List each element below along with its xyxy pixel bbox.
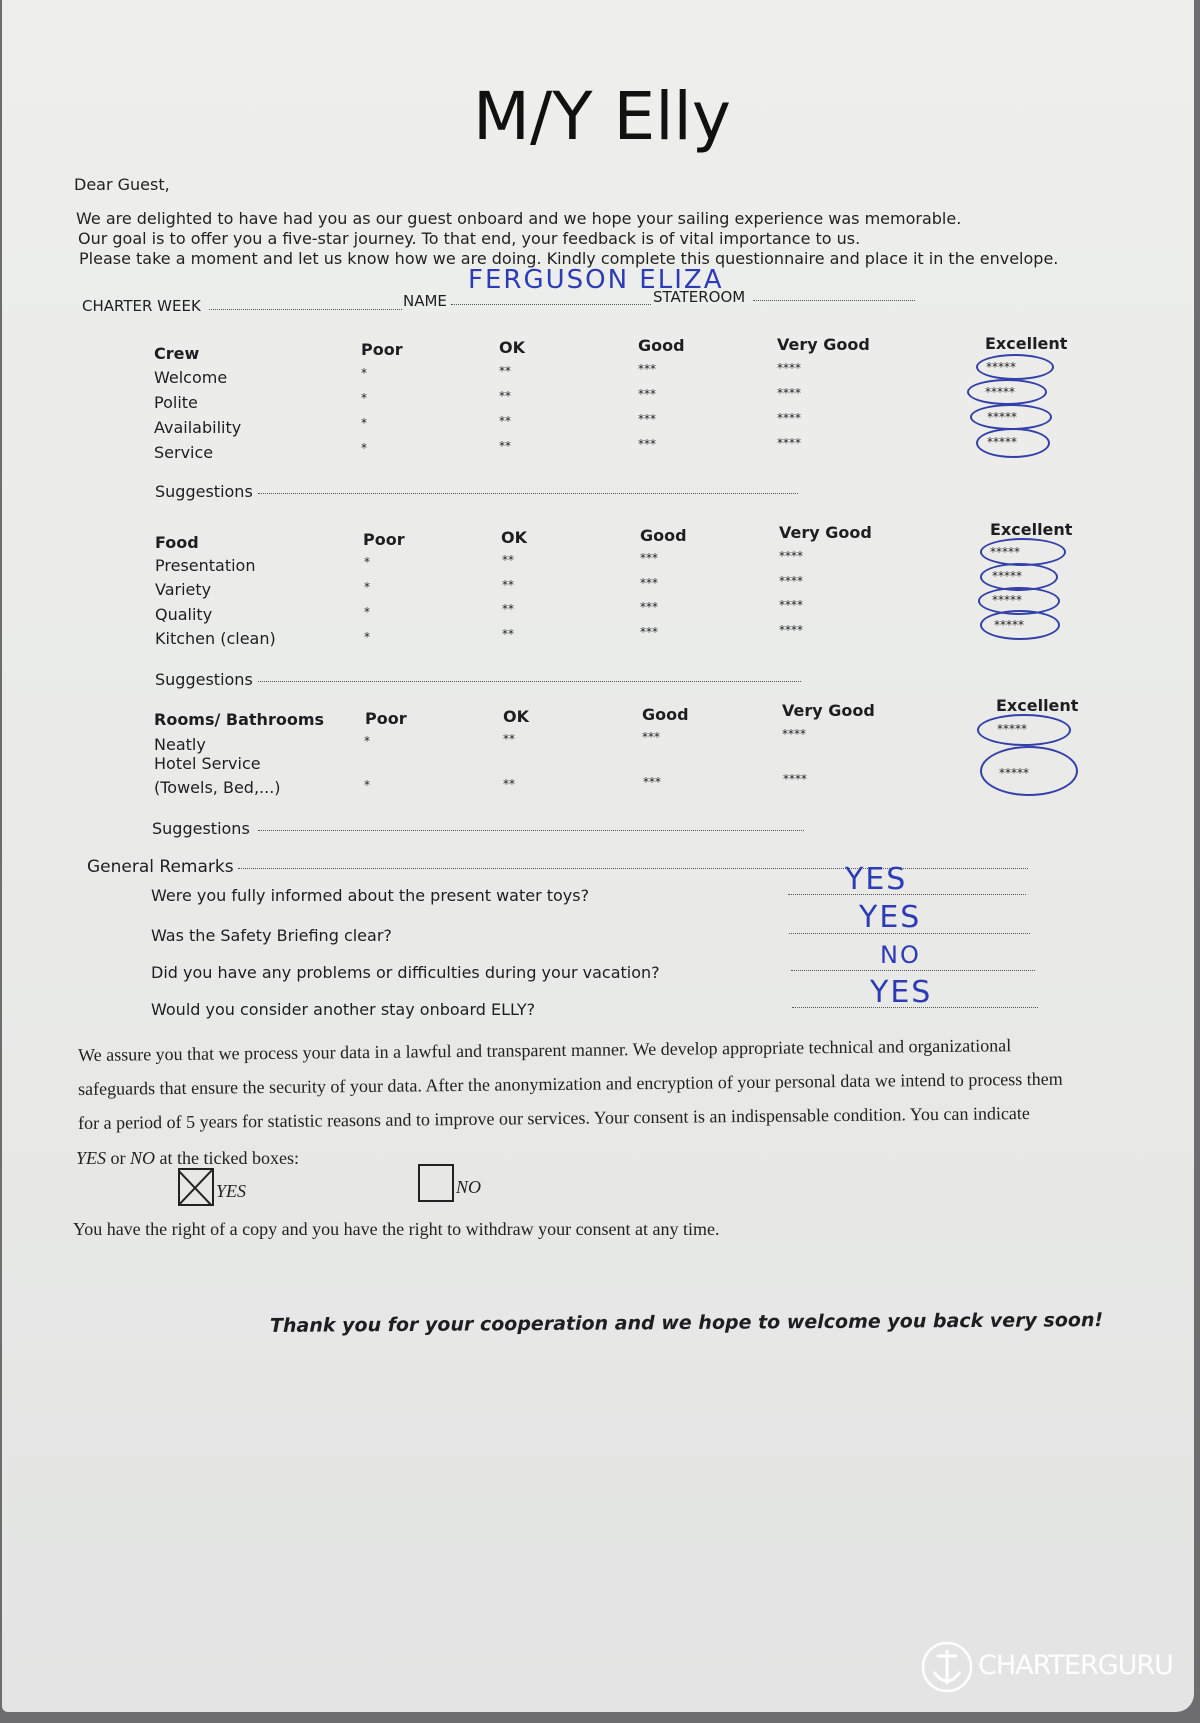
intro-line-2: Our goal is to offer you a five-star journey. To that end, your feedback is of vital importance to us. xyxy=(78,229,861,248)
rating-star-excellent[interactable]: ***** xyxy=(986,360,1016,374)
rating-star-very-good[interactable]: **** xyxy=(777,361,801,375)
name-label: NAME xyxy=(403,292,447,310)
crew-item-polite: Polite xyxy=(154,393,198,412)
rooms-item-neatly: Neatly xyxy=(154,735,206,754)
rating-star-very-good[interactable]: **** xyxy=(779,574,803,588)
remark-answer-2: YES xyxy=(859,900,922,935)
rooms-col-very-good: Very Good xyxy=(782,701,875,720)
rating-star-good[interactable]: *** xyxy=(638,412,656,426)
consent-line-4-tail: at the ticked boxes: xyxy=(155,1148,299,1168)
food-item-variety: Variety xyxy=(155,580,212,599)
general-remarks-label: General Remarks xyxy=(87,857,234,877)
general-remarks-field[interactable] xyxy=(238,868,1028,869)
consent-line-2: safeguards that ensure the security of your data. After the anonymization and encryption of your personal data we intend to process them xyxy=(78,1068,1063,1099)
watermark-text: CHARTERGURU xyxy=(978,1650,1173,1681)
rating-star-ok[interactable]: ** xyxy=(499,414,511,428)
rating-star-ok[interactable]: ** xyxy=(502,578,514,592)
rating-star-excellent[interactable]: ***** xyxy=(990,545,1020,559)
rating-star-good[interactable]: *** xyxy=(642,730,660,744)
rooms-title: Rooms/ Bathrooms xyxy=(154,710,325,729)
stateroom-field[interactable] xyxy=(753,300,915,301)
rating-star-excellent[interactable]: ***** xyxy=(999,766,1029,780)
rating-star-ok[interactable]: ** xyxy=(503,777,515,791)
rating-star-good[interactable]: *** xyxy=(640,625,658,639)
rating-star-very-good[interactable]: **** xyxy=(779,598,803,612)
name-handwritten-value: FERGUSON ELIZA xyxy=(468,265,724,295)
remark-answer-4: YES xyxy=(870,975,933,1010)
consent-withdraw-text: You have the right of a copy and you have the right to withdraw your consent at any time. xyxy=(73,1219,720,1239)
crew-item-availability: Availability xyxy=(154,418,242,437)
selection-circle xyxy=(980,538,1066,566)
charter-week-label: CHARTER WEEK xyxy=(82,297,201,315)
rating-star-good[interactable]: *** xyxy=(638,437,656,451)
rating-star-poor[interactable]: * xyxy=(364,630,370,644)
anchor-icon xyxy=(920,1640,974,1694)
rating-star-good[interactable]: *** xyxy=(640,600,658,614)
remark-question-2: Was the Safety Briefing clear? xyxy=(151,926,392,945)
rooms-suggestions-label: Suggestions xyxy=(152,819,250,838)
food-item-kitchen: Kitchen (clean) xyxy=(155,629,276,648)
remark-answer-3: NO xyxy=(880,941,921,969)
rating-star-ok[interactable]: ** xyxy=(499,364,511,378)
rooms-col-ok: OK xyxy=(503,707,529,726)
crew-col-ok: OK xyxy=(499,338,525,357)
food-suggestions-field[interactable] xyxy=(258,681,801,682)
selection-circle xyxy=(976,354,1054,380)
crew-suggestions-label: Suggestions xyxy=(155,482,253,501)
consent-or-word: or xyxy=(106,1148,131,1168)
page-title: M/Y Elly xyxy=(473,78,731,155)
consent-line-3: for a period of 5 years for statistic reasons and to improve our services. Your consent is an indispensable condition. You can indicate xyxy=(78,1103,1030,1133)
rating-star-poor[interactable]: * xyxy=(361,441,367,455)
food-item-quality: Quality xyxy=(155,605,213,624)
consent-yes-checkbox[interactable] xyxy=(178,1168,214,1206)
intro-line-3: Please take a moment and let us know how we are doing. Kindly complete this questionnaire and place it in the envelope. xyxy=(79,249,1059,268)
food-col-excellent: Excellent xyxy=(990,520,1073,539)
consent-yes-label: YES xyxy=(216,1181,247,1201)
rating-star-good[interactable]: *** xyxy=(638,362,656,376)
rating-star-poor[interactable]: * xyxy=(364,778,370,792)
food-item-presentation: Presentation xyxy=(155,556,256,575)
intro-line-1: We are delighted to have had you as our guest onboard and we hope your sailing experience was memorable. xyxy=(76,209,962,228)
rating-star-poor[interactable]: * xyxy=(364,605,370,619)
consent-no-label: NO xyxy=(456,1177,482,1197)
rating-star-ok[interactable]: ** xyxy=(499,439,511,453)
rooms-item-hotel-service: Hotel Service xyxy=(154,754,261,773)
consent-no-word: NO xyxy=(130,1148,156,1168)
food-col-very-good: Very Good xyxy=(779,523,872,542)
rating-star-ok[interactable]: ** xyxy=(502,553,514,567)
rating-star-ok[interactable]: ** xyxy=(503,732,515,746)
rating-star-poor[interactable]: * xyxy=(364,734,370,748)
rating-star-poor[interactable]: * xyxy=(361,366,367,380)
rating-star-very-good[interactable]: **** xyxy=(777,436,801,450)
rating-star-very-good[interactable]: **** xyxy=(777,386,801,400)
rooms-col-good: Good xyxy=(642,705,689,724)
check-x-icon xyxy=(180,1170,212,1204)
rating-star-very-good[interactable]: **** xyxy=(779,623,803,637)
rating-star-excellent[interactable]: ***** xyxy=(987,410,1017,424)
questionnaire-sheet xyxy=(2,0,1194,1712)
crew-item-welcome: Welcome xyxy=(154,368,228,387)
crew-col-excellent: Excellent xyxy=(985,334,1068,353)
remark-question-4: Would you consider another stay onboard ELLY? xyxy=(151,1000,536,1019)
consent-line-4 xyxy=(76,1148,299,1169)
rating-star-good[interactable]: *** xyxy=(638,387,656,401)
remark-answer-line-3[interactable] xyxy=(791,970,1035,971)
rooms-suggestions-field[interactable] xyxy=(258,830,804,831)
rating-star-excellent[interactable]: ***** xyxy=(997,722,1027,736)
consent-line-1: We assure you that we process your data in a lawful and transparent manner. We develop appropriate technical and organizational xyxy=(78,1035,1012,1065)
charter-week-field[interactable] xyxy=(209,309,402,310)
remark-answer-1: YES xyxy=(845,862,908,897)
selection-circle xyxy=(976,428,1050,458)
rating-star-excellent[interactable]: ***** xyxy=(985,385,1015,399)
rating-star-poor[interactable]: * xyxy=(364,555,370,569)
rating-star-very-good[interactable]: **** xyxy=(783,772,807,786)
rating-star-ok[interactable]: ** xyxy=(502,602,514,616)
rating-star-good[interactable]: *** xyxy=(640,551,658,565)
crew-item-service: Service xyxy=(154,443,214,462)
selection-circle xyxy=(967,379,1047,405)
rating-star-poor[interactable]: * xyxy=(361,416,367,430)
name-field[interactable] xyxy=(451,304,651,305)
crew-col-very-good: Very Good xyxy=(777,335,870,354)
rating-star-very-good[interactable]: **** xyxy=(782,727,806,741)
rating-star-excellent[interactable]: ***** xyxy=(992,593,1022,607)
rating-star-good[interactable]: *** xyxy=(643,775,661,789)
food-col-poor: Poor xyxy=(363,530,405,549)
selection-circle xyxy=(977,714,1071,746)
food-col-ok: OK xyxy=(501,528,527,547)
stateroom-label: STATEROOM xyxy=(653,288,746,306)
food-suggestions-label: Suggestions xyxy=(155,670,253,689)
crew-col-poor: Poor xyxy=(361,340,403,359)
crew-suggestions-field[interactable] xyxy=(258,493,798,494)
food-title: Food xyxy=(155,533,199,552)
rooms-col-excellent: Excellent xyxy=(996,696,1079,715)
rating-star-poor[interactable]: * xyxy=(364,580,370,594)
crew-title: Crew xyxy=(154,344,200,363)
selection-circle xyxy=(980,610,1060,640)
rating-star-very-good[interactable]: **** xyxy=(779,549,803,563)
rating-star-ok[interactable]: ** xyxy=(499,389,511,403)
rating-star-good[interactable]: *** xyxy=(640,576,658,590)
rooms-col-poor: Poor xyxy=(365,709,407,728)
closing-message: Thank you for your cooperation and we hope to welcome you back very soon! xyxy=(269,1309,1104,1337)
rating-star-excellent[interactable]: ***** xyxy=(987,435,1017,449)
selection-circle xyxy=(970,404,1052,430)
consent-no-checkbox[interactable] xyxy=(418,1164,454,1202)
rooms-item-towels-bed: (Towels, Bed,...) xyxy=(154,778,281,797)
remark-question-1: Were you fully informed about the present water toys? xyxy=(151,886,590,905)
rating-star-excellent[interactable]: ***** xyxy=(994,618,1024,632)
rating-star-ok[interactable]: ** xyxy=(502,627,514,641)
rating-star-very-good[interactable]: **** xyxy=(777,411,801,425)
selection-circle xyxy=(980,746,1078,796)
food-col-good: Good xyxy=(640,526,687,545)
remark-question-3: Did you have any problems or difficulties during your vacation? xyxy=(151,963,660,982)
rating-star-poor[interactable]: * xyxy=(361,391,367,405)
consent-yes-word: YES xyxy=(76,1148,107,1168)
rating-star-excellent[interactable]: ***** xyxy=(992,569,1022,583)
crew-col-good: Good xyxy=(638,336,685,355)
greeting: Dear Guest, xyxy=(74,175,170,194)
